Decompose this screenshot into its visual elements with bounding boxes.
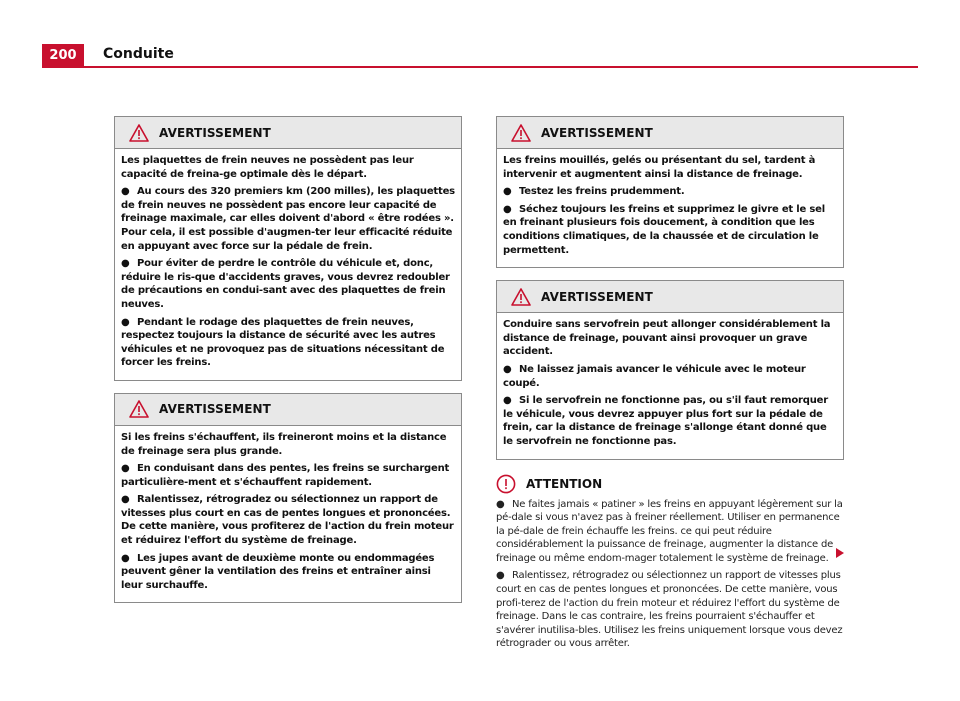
- warning-box-body: [497, 313, 843, 458]
- page-header: [0, 0, 960, 68]
- bullet-marker: ●: [503, 363, 512, 375]
- paragraph-text: Pour éviter de perdre le contrôle du véhicule et, donc, réduire le ris-que d'accidents graves, vous devrez redoubler de précautions en condui-sant avec des plaquettes de frein neuves.: [121, 258, 450, 310]
- warning-box-body: [497, 149, 843, 267]
- paragraph-text: En conduisant dans des pentes, les freins se surchargent particulière-ment et s'échauffent rapidement.: [121, 463, 450, 488]
- left-column: [114, 116, 462, 615]
- paragraph-text: Les jupes avant de deuxième monte ou endommagées peuvent gêner la ventilation des freins et entraîner ainsi leur surchauffe.: [121, 552, 435, 591]
- bullet-paragraph: [503, 203, 837, 257]
- attention-section: [496, 472, 844, 652]
- paragraph-text: Séchez toujours les freins et supprimez le givre et le sel en freinant plusieurs fois doucement, à condition que les conditions climatiques, de la chaussée et de circulation le permettent.: [503, 203, 825, 256]
- bullet-paragraph: [503, 394, 837, 448]
- paragraph-text: Testez les freins prudemment.: [519, 186, 685, 198]
- next-page-arrow-icon: [836, 548, 844, 558]
- page-title: Conduite: [103, 46, 174, 62]
- bullet-paragraph: [496, 498, 844, 566]
- intro-paragraph: [121, 431, 455, 458]
- warning-title: AVERTISSEMENT: [159, 402, 271, 417]
- warning-title: AVERTISSEMENT: [159, 125, 271, 140]
- warning-box: [114, 116, 462, 381]
- intro-paragraph: [503, 318, 837, 359]
- warning-title: AVERTISSEMENT: [541, 289, 653, 304]
- bullet-marker: ●: [496, 498, 505, 510]
- bullet-paragraph: [121, 185, 455, 253]
- bullet-marker: ●: [121, 463, 130, 475]
- warning-box-header: [115, 117, 461, 149]
- bullet-paragraph: [121, 552, 455, 593]
- bullet-marker: ●: [496, 570, 505, 582]
- bullet-paragraph: [503, 185, 837, 199]
- paragraph-text: Les plaquettes de frein neuves ne possèdent pas leur capacité de freina-ge optimale dès le départ.: [121, 155, 414, 180]
- attention-title: ATTENTION: [526, 476, 603, 491]
- warning-box-body: [115, 426, 461, 603]
- bullet-paragraph: [496, 569, 844, 651]
- bullet-paragraph: [121, 257, 455, 311]
- paragraph-text: Pendant le rodage des plaquettes de frein neuves, respectez toujours la distance de sécurité avec les autres véhicules et ne provoquez pas de situations nécessitant de forcer les freins.: [121, 316, 445, 369]
- paragraph-text: Ralentissez, rétrogradez ou sélectionnez un rapport de vitesses plus court en cas de pentes longues et prononcées. De cette manière, vous profiterez de l'action du frein moteur et réduirez l'effort du système de freinage.: [121, 494, 454, 547]
- bullet-marker: ●: [503, 203, 512, 215]
- bullet-marker: ●: [121, 316, 130, 328]
- bullet-marker: ●: [503, 395, 512, 407]
- warning-box: [496, 280, 844, 459]
- bullet-marker: ●: [121, 494, 130, 506]
- warning-triangle-icon: [129, 400, 149, 418]
- paragraph-text: Les freins mouillés, gelés ou présentant du sel, tardent à intervenir et augmentent ainsi la distance de freinage.: [503, 155, 816, 180]
- bullet-marker: ●: [121, 552, 130, 564]
- warning-triangle-icon: [511, 288, 531, 306]
- paragraph-text: Ne laissez jamais avancer le véhicule avec le moteur coupé.: [503, 363, 806, 389]
- paragraph-text: Si le servofrein ne fonctionne pas, ou s'il faut remorquer le véhicule, vous devrez appuyer plus fort sur la pédale de frein, car la distance de freinage s'allonge étant donné que le servofrein ne fonctionne pas.: [503, 395, 828, 447]
- bullet-paragraph: [121, 316, 455, 370]
- paragraph-text: Ne faites jamais « patiner » les freins en appuyant légèrement sur la pé-dale si vous n'avez pas à freiner réellement. Utiliser en permanence la pé-dale de frein échauffe les freins. ce qui peut réduire considérablement la puissance de freinage, augmenter la distance de freinage ou même endom-mager totalement le système de freinage.: [496, 498, 843, 564]
- attention-circle-icon: [496, 474, 516, 494]
- paragraph-text: Conduire sans servofrein peut allonger considérablement la distance de freinage, pouvant ainsi provoquer un grave accident.: [503, 319, 831, 358]
- page-number: 200: [42, 44, 84, 66]
- bullet-paragraph: [503, 363, 837, 390]
- attention-header: [496, 472, 844, 496]
- warning-box-body: [115, 149, 461, 380]
- paragraph-text: Ralentissez, rétrogradez ou sélectionnez un rapport de vitesses plus court en cas de pentes longues et prononcées. De cette manière, vous profi-terez de l'action du frein moteur et réduirez l'effort du système de freinage. Dans le cas contraire, les freins pourraient s'échauffer et s'avérer inutilisa-bles. Utilisez les freins uniquement lorsque vous devez rétrograder ou vous arrêter.: [496, 570, 843, 650]
- warning-triangle-icon: [129, 124, 149, 142]
- intro-paragraph: [121, 154, 455, 181]
- warning-box: [496, 116, 844, 268]
- warning-box: [114, 393, 462, 604]
- bullet-paragraph: [121, 462, 455, 489]
- intro-paragraph: [503, 154, 837, 181]
- bullet-marker: ●: [121, 258, 130, 270]
- warning-box-header: [497, 281, 843, 313]
- paragraph-text: Au cours des 320 premiers km (200 milles), les plaquettes de frein neuves ne possèdent pas encore leur capacité de freinage maximale, car elles doivent d'abord « être rodées ». Pour cela, il est possible d'augmen-ter leur efficacité réduite en appuyant avec force sur la pédale de frein.: [121, 186, 455, 252]
- bullet-marker: ●: [121, 186, 130, 198]
- paragraph-text: Si les freins s'échauffent, ils freineront moins et la distance de freinage sera plus grande.: [121, 431, 447, 457]
- warning-triangle-icon: [511, 124, 531, 142]
- warning-box-header: [497, 117, 843, 149]
- right-column: [496, 116, 844, 655]
- bullet-paragraph: [121, 493, 455, 547]
- warning-box-header: [115, 394, 461, 426]
- bullet-marker: ●: [503, 186, 512, 198]
- header-rule: [42, 66, 918, 68]
- warning-title: AVERTISSEMENT: [541, 125, 653, 140]
